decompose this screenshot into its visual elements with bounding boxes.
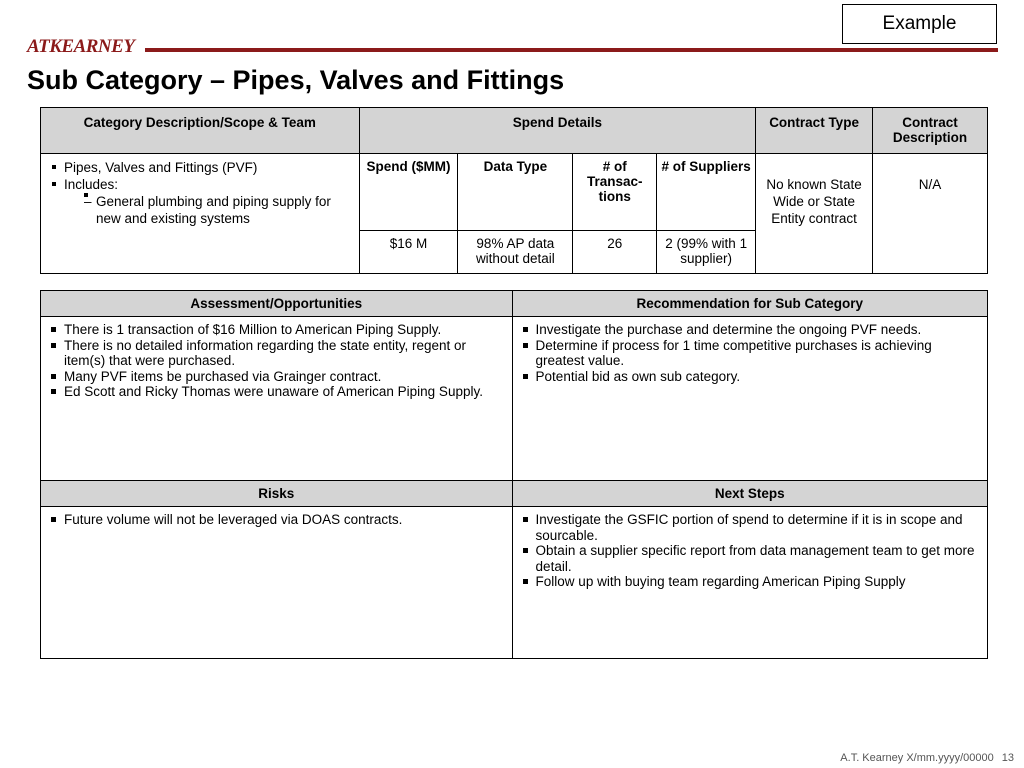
page-title: Sub Category – Pipes, Valves and Fittings (27, 65, 565, 95)
category-summary-table (40, 107, 988, 274)
risks-header: Risks (41, 481, 513, 507)
list-item: Pipes, Valves and Fittings (PVF) (51, 159, 351, 176)
scope-sublist (64, 193, 351, 227)
list-item: Potential bid as own sub category. (523, 369, 979, 385)
next-steps-cell (512, 507, 987, 659)
assessment-list (51, 322, 504, 400)
recommendation-cell (512, 317, 987, 481)
sub-header-row (41, 154, 988, 231)
list-item: Ed Scott and Ricky Thomas were unaware of American Piping Supply. (51, 384, 504, 400)
list-item: There is 1 transaction of $16 Million to American Piping Supply. (51, 322, 504, 338)
list-item: Many PVF items be purchased via Grainger contract. (51, 369, 504, 385)
contract-type-value: No known State Wide or State Entity contract (756, 154, 873, 274)
list-item: Future volume will not be leveraged via DOAS contracts. (51, 512, 504, 528)
list-item: Determine if process for 1 time competitive purchases is achieving greatest value. (523, 338, 979, 369)
list-item: – General plumbing and piping supply for new and existing systems (84, 193, 351, 227)
company-logo: ATKEARNEY (27, 36, 135, 57)
suppliers-value: 2 (99% with 1 supplier) (657, 231, 756, 274)
list-item-label: Includes: (64, 177, 119, 192)
list-item: Follow up with buying team regarding American Piping Supply (523, 574, 979, 590)
example-label: Example (842, 4, 997, 44)
list-item: Investigate the GSFIC portion of spend to determine if it is in scope and sourcable. (523, 512, 979, 543)
header-rule (145, 48, 998, 52)
scope-list (51, 159, 351, 227)
scope-cell (41, 154, 360, 274)
recommendation-header: Recommendation for Sub Category (512, 291, 987, 317)
list-item: Obtain a supplier specific report from data management team to get more detail. (523, 543, 979, 574)
assessment-table (40, 290, 988, 659)
list-item: Investigate the purchase and determine the ongoing PVF needs. (523, 322, 979, 338)
next-steps-list (523, 512, 979, 590)
transactions-subheader: # of Transac-tions (573, 154, 657, 231)
spend-subheader: Spend ($MM) (359, 154, 458, 231)
page-number: 13 (1001, 752, 1014, 764)
header-row (41, 108, 988, 154)
data-type-subheader: Data Type (458, 154, 573, 231)
header-row (41, 291, 988, 317)
assessment-header: Assessment/Opportunities (41, 291, 513, 317)
risks-cell (41, 507, 513, 659)
data-type-value: 98% AP data without detail (458, 231, 573, 274)
recommendation-list (523, 322, 979, 384)
next-steps-header: Next Steps (512, 481, 987, 507)
risks-list (51, 512, 504, 528)
footer-reference: A.T. Kearney X/mm.yyyy/00000 (840, 752, 994, 764)
content-row (41, 317, 988, 481)
content-row (41, 507, 988, 659)
spend-value: $16 M (359, 231, 458, 274)
transactions-value: 26 (573, 231, 657, 274)
footer (840, 752, 1014, 764)
suppliers-subheader: # of Suppliers (657, 154, 756, 231)
list-item (51, 176, 351, 227)
header-row (41, 481, 988, 507)
scope-header: Category Description/Scope & Team (41, 108, 360, 154)
contract-type-header: Contract Type (756, 108, 873, 154)
spend-details-header: Spend Details (359, 108, 756, 154)
contract-description-header: Contract Description (873, 108, 988, 154)
contract-description-value: N/A (873, 154, 988, 274)
list-item: There is no detailed information regarding the state entity, regent or item(s) that were purchased. (51, 338, 504, 369)
assessment-cell (41, 317, 513, 481)
